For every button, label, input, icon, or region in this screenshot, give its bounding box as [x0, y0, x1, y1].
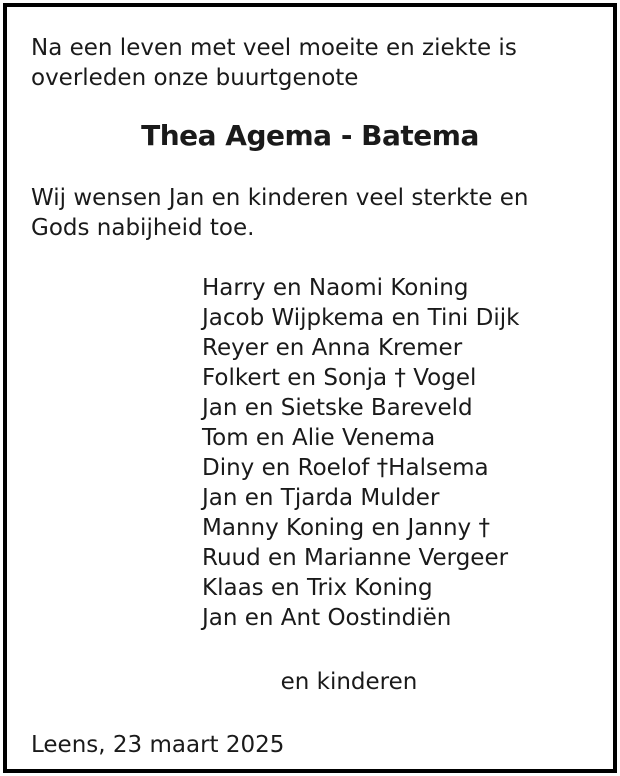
signer-item: Folkert en Sonja † Vogel [202, 365, 477, 391]
intro-line: Na een leven met veel moeite en ziekte is [31, 35, 517, 61]
children-note: en kinderen [280, 669, 418, 695]
signer-item: Tom en Alie Venema [202, 425, 436, 451]
signer-item: Reyer en Anna Kremer [202, 335, 463, 361]
place-date: Leens, 23 maart 2025 [31, 732, 285, 758]
signer-item: Jan en Tjarda Mulder [202, 485, 440, 511]
signer-item: Jan en Ant Oostindiën [202, 605, 452, 631]
signer-item: Harry en Naomi Koning [202, 275, 469, 301]
intro-text [31, 33, 517, 93]
condolence-line: Gods nabijheid toe. [31, 215, 255, 241]
signer-item: Manny Koning en Janny † [202, 515, 490, 541]
deceased-name: Thea Agema - Batema [141, 119, 479, 152]
signers-list [202, 273, 519, 633]
signer-item: Jacob Wijpkema en Tini Dijk [202, 305, 520, 331]
signer-item: Diny en Roelof †Halsema [202, 455, 489, 481]
condolence-text [31, 183, 528, 243]
signer-item: Jan en Sietske Bareveld [202, 395, 473, 421]
intro-line: overleden onze buurtgenote [31, 65, 359, 91]
announcement-frame [3, 3, 617, 773]
signer-item: Ruud en Marianne Vergeer [202, 545, 509, 571]
signer-item: Klaas en Trix Koning [202, 575, 433, 601]
condolence-line: Wij wensen Jan en kinderen veel sterkte en [31, 185, 529, 211]
